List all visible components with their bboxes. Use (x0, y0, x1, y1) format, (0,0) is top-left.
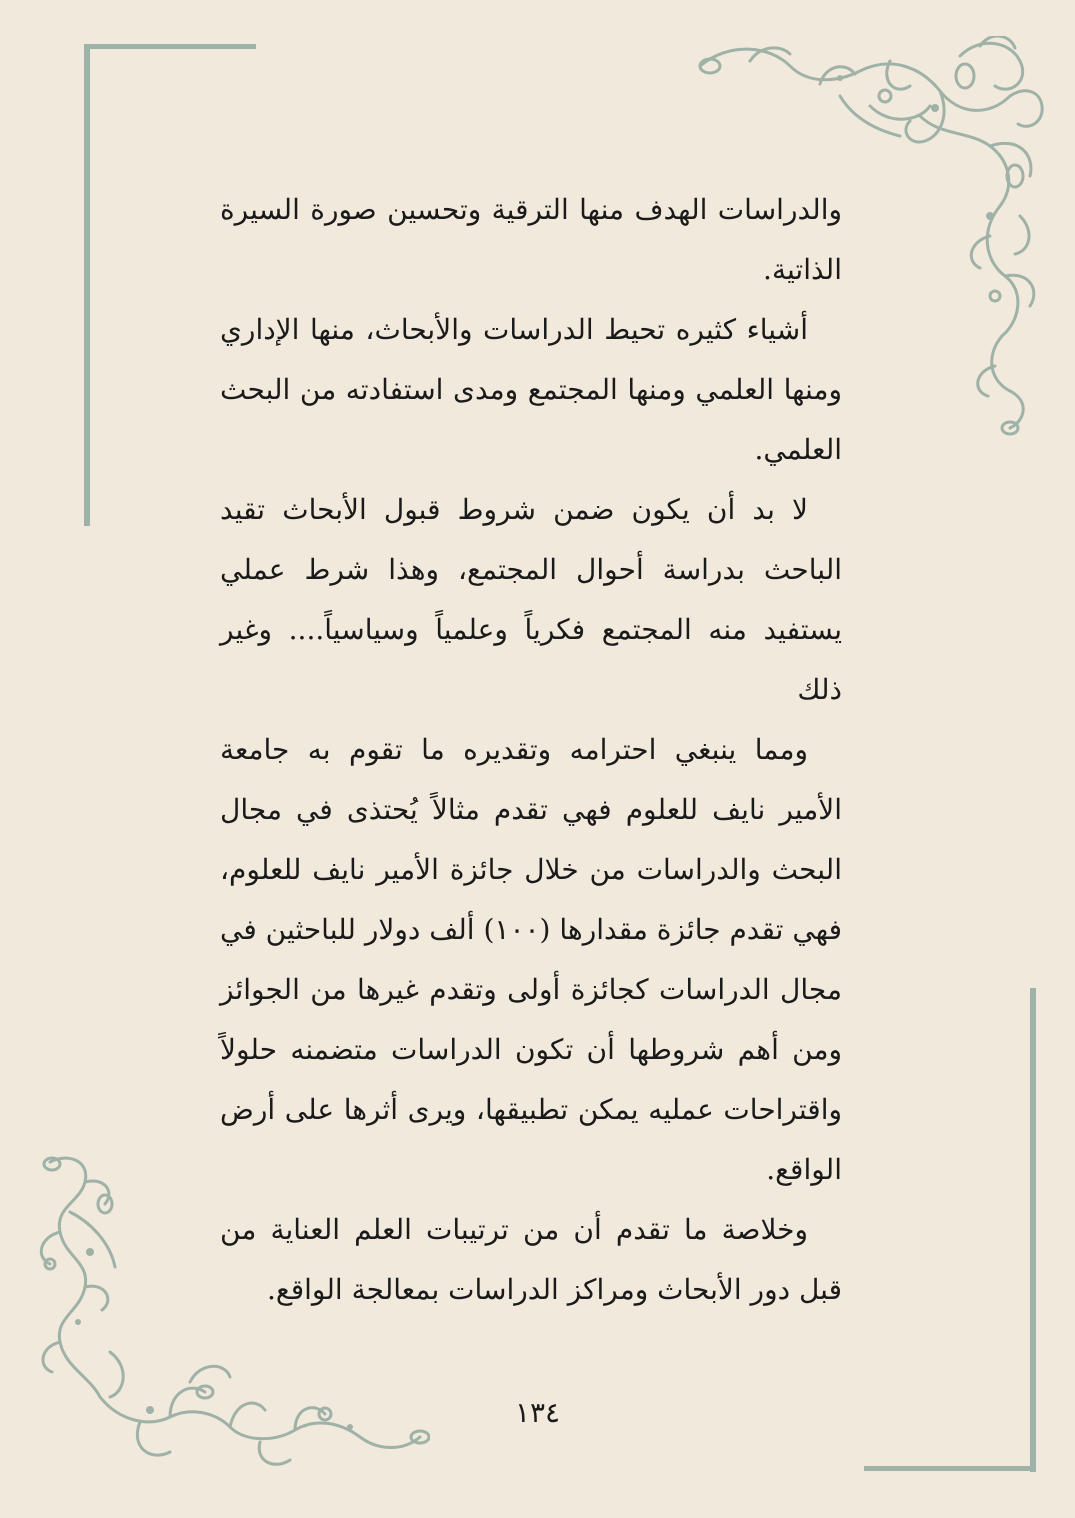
paragraph: أشياء كثيره تحيط الدراسات والأبحاث، منها الإداري ومنها العلمي ومنها المجتمع ومدى استفادته من البحث العلمي. (220, 313, 842, 466)
body-text (220, 180, 842, 1320)
paragraph: وخلاصة ما تقدم أن من ترتيبات العلم العناية من قبل دور الأبحاث ومراكز الدراسات بمعالجة الواقع. (220, 1213, 842, 1306)
paragraph: لا بد أن يكون ضمن شروط قبول الأبحاث تقيد الباحث بدراسة أحوال المجتمع، وهذا شرط عملي يستفيد منه المجتمع فكرياً وعلمياً وسياسياً.... وغير ذلك (220, 493, 842, 706)
frame-bottom-right-horizontal (864, 1466, 1036, 1471)
page-number: ١٣٤ (514, 1396, 561, 1429)
frame-top-left-vertical (84, 44, 90, 526)
frame-top-left-horizontal (84, 44, 256, 49)
paragraph: والدراسات الهدف منها الترقية وتحسين صورة السيرة الذاتية. (220, 193, 842, 286)
paragraph: ومما ينبغي احترامه وتقديره ما تقوم به جامعة الأمير نايف للعلوم فهي تقدم مثالاً يُحتذى في مجال البحث والدراسات من خلال جائزة الأمير نايف للعلوم، فهي تقدم جائزة مقدارها (١٠٠) ألف دولار للباحثين في مجال الدراسات كجائزة أولى وتقدم غيرها من الجوائز ومن أهم شروطها أن تكون الدراسات متضمنه حلولاً واقتراحات عمليه يمكن تطبيقها، ويرى أثرها على أرض الواقع. (220, 733, 842, 1186)
